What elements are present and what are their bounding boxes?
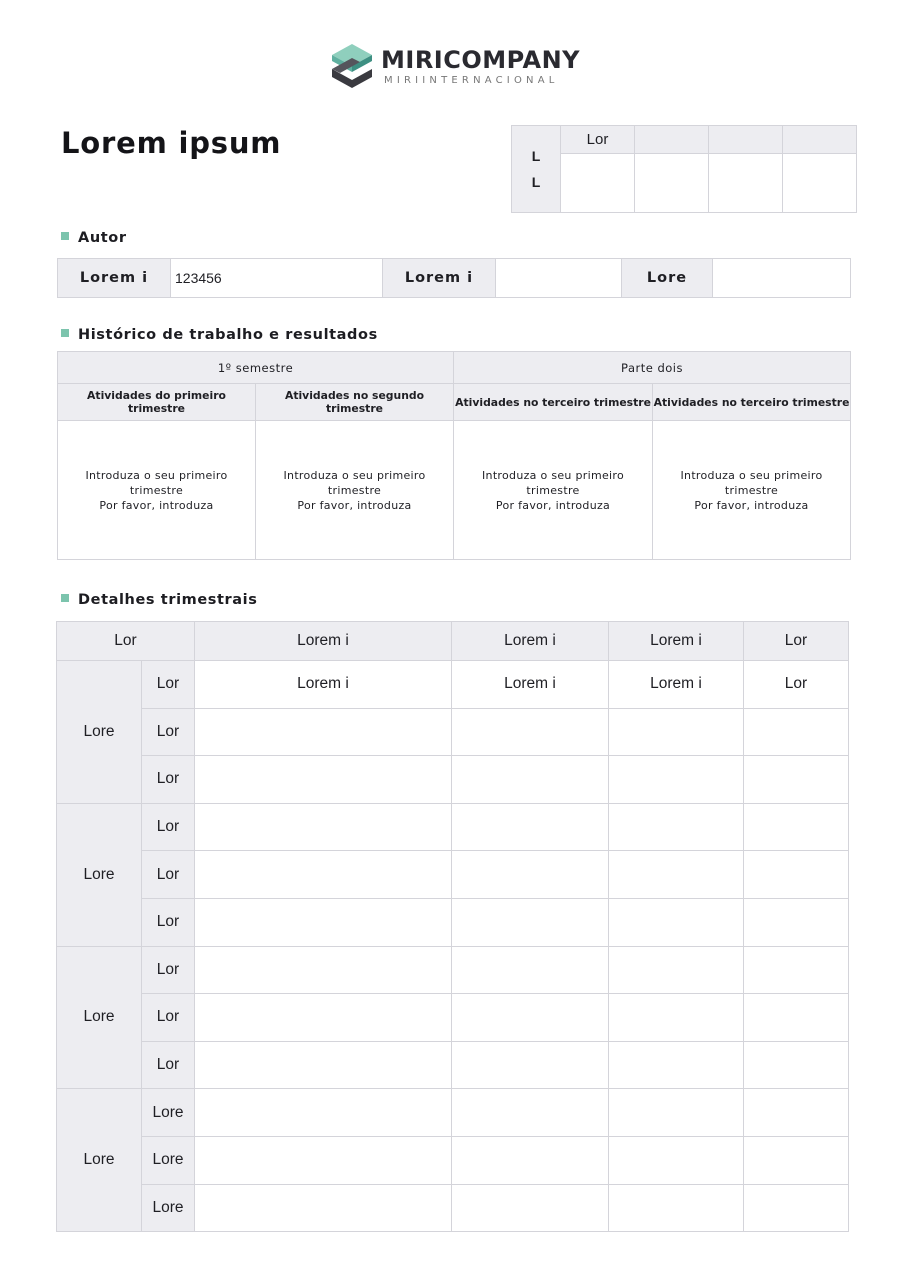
details-row-label: Lore bbox=[142, 1089, 195, 1137]
approval-side-top: L bbox=[531, 148, 541, 164]
details-cell[interactable] bbox=[609, 708, 744, 756]
author-value-1[interactable]: 123456 bbox=[171, 259, 383, 298]
details-cell[interactable] bbox=[452, 708, 609, 756]
details-cell[interactable]: Lorem i bbox=[195, 661, 452, 709]
details-group-label: Lore bbox=[57, 1089, 142, 1232]
history-cell-line1: Introduza o seu primeiro trimestre bbox=[680, 468, 823, 497]
author-value-2[interactable] bbox=[496, 259, 622, 298]
details-cell[interactable] bbox=[744, 946, 849, 994]
history-cell[interactable] bbox=[256, 421, 454, 560]
details-cell[interactable] bbox=[195, 708, 452, 756]
details-cell[interactable] bbox=[744, 851, 849, 899]
details-cell[interactable] bbox=[609, 1184, 744, 1232]
details-cell[interactable] bbox=[744, 1136, 849, 1184]
details-row-label: Lor bbox=[142, 1041, 195, 1089]
details-table bbox=[56, 621, 849, 1232]
details-row-label: Lore bbox=[142, 1136, 195, 1184]
details-cell[interactable] bbox=[452, 898, 609, 946]
history-column-header: Atividades no segundo trimestre bbox=[256, 384, 454, 421]
bullet-square-icon bbox=[61, 594, 69, 602]
details-cell[interactable] bbox=[609, 1089, 744, 1137]
approval-sign-cell[interactable] bbox=[635, 154, 709, 213]
section-author-heading bbox=[61, 230, 127, 246]
details-row-label: Lor bbox=[142, 661, 195, 709]
history-cell[interactable] bbox=[653, 421, 851, 560]
details-cell[interactable] bbox=[195, 803, 452, 851]
history-column-header: Atividades do primeiro trimestre bbox=[58, 384, 256, 421]
details-cell[interactable] bbox=[195, 1136, 452, 1184]
section-history-label: Histórico de trabalho e resultados bbox=[78, 327, 378, 343]
details-group-label: Lore bbox=[57, 946, 142, 1089]
approval-header-empty bbox=[709, 126, 783, 154]
logo-name: MIRICOMPANY bbox=[381, 46, 581, 74]
history-cell[interactable] bbox=[58, 421, 256, 560]
details-header: Lorem i bbox=[195, 622, 452, 661]
details-header: Lor bbox=[744, 622, 849, 661]
history-table bbox=[57, 351, 851, 560]
approval-side-label bbox=[512, 126, 561, 213]
details-row-label: Lore bbox=[142, 1184, 195, 1232]
history-cell-line1: Introduza o seu primeiro trimestre bbox=[85, 468, 228, 497]
history-cell-line2: Por favor, introduza bbox=[99, 498, 214, 512]
details-row-label: Lor bbox=[142, 708, 195, 756]
details-cell[interactable] bbox=[452, 1184, 609, 1232]
history-column-header: Atividades no terceiro trimestre bbox=[454, 384, 653, 421]
approval-sign-cell[interactable] bbox=[783, 154, 857, 213]
details-cell[interactable] bbox=[452, 803, 609, 851]
approval-sign-cell[interactable] bbox=[709, 154, 783, 213]
history-cell-line2: Por favor, introduza bbox=[694, 498, 809, 512]
details-cell[interactable] bbox=[609, 851, 744, 899]
details-cell[interactable] bbox=[452, 994, 609, 1042]
details-cell[interactable] bbox=[195, 851, 452, 899]
section-author-label: Autor bbox=[78, 230, 127, 246]
author-label-2: Lorem i bbox=[383, 259, 496, 298]
history-cell-line2: Por favor, introduza bbox=[297, 498, 412, 512]
details-header: Lorem i bbox=[452, 622, 609, 661]
details-cell[interactable] bbox=[452, 1136, 609, 1184]
details-cell[interactable] bbox=[744, 1184, 849, 1232]
approval-side-bottom: L bbox=[531, 174, 541, 190]
details-cell[interactable] bbox=[609, 946, 744, 994]
history-cell-line1: Introduza o seu primeiro trimestre bbox=[482, 468, 625, 497]
details-cell[interactable] bbox=[744, 803, 849, 851]
cube-logo-icon bbox=[330, 42, 374, 90]
author-label-3: Lore bbox=[622, 259, 713, 298]
approval-sign-cell[interactable] bbox=[561, 154, 635, 213]
details-row-label: Lor bbox=[142, 994, 195, 1042]
details-cell[interactable]: Lorem i bbox=[452, 661, 609, 709]
page-title: Lorem ipsum bbox=[61, 126, 282, 160]
details-cell[interactable] bbox=[609, 994, 744, 1042]
approval-header-empty bbox=[635, 126, 709, 154]
details-cell[interactable] bbox=[452, 1041, 609, 1089]
details-cell[interactable]: Lorem i bbox=[609, 661, 744, 709]
history-cell-line1: Introduza o seu primeiro trimestre bbox=[283, 468, 426, 497]
details-cell[interactable] bbox=[609, 1041, 744, 1089]
bullet-square-icon bbox=[61, 329, 69, 337]
details-row-label: Lor bbox=[142, 946, 195, 994]
details-cell[interactable] bbox=[744, 994, 849, 1042]
details-cell[interactable] bbox=[609, 756, 744, 804]
details-group-label: Lore bbox=[57, 661, 142, 804]
details-cell[interactable]: Lor bbox=[744, 661, 849, 709]
history-column-header: Atividades no terceiro trimestre bbox=[653, 384, 851, 421]
author-table bbox=[57, 258, 851, 298]
details-cell[interactable] bbox=[452, 1089, 609, 1137]
details-cell[interactable] bbox=[452, 946, 609, 994]
details-cell[interactable] bbox=[195, 756, 452, 804]
bullet-square-icon bbox=[61, 232, 69, 240]
details-cell[interactable] bbox=[195, 898, 452, 946]
history-cell-line2: Por favor, introduza bbox=[495, 498, 611, 512]
details-row-label: Lor bbox=[142, 803, 195, 851]
history-cell[interactable] bbox=[454, 421, 653, 560]
details-cell[interactable] bbox=[195, 1041, 452, 1089]
approval-header-empty bbox=[783, 126, 857, 154]
approval-table bbox=[511, 125, 857, 213]
section-details-heading bbox=[61, 592, 258, 608]
logo-subtitle: MIRIINTERNACIONAL bbox=[384, 75, 559, 86]
details-cell[interactable] bbox=[609, 803, 744, 851]
details-cell[interactable] bbox=[744, 756, 849, 804]
details-row-label: Lor bbox=[142, 898, 195, 946]
details-cell[interactable] bbox=[609, 1136, 744, 1184]
details-row-label: Lor bbox=[142, 756, 195, 804]
details-cell[interactable] bbox=[744, 708, 849, 756]
details-group-label: Lore bbox=[57, 803, 142, 946]
history-group-2: Parte dois bbox=[454, 352, 851, 384]
approval-header: Lor bbox=[561, 126, 635, 154]
history-group-1: 1º semestre bbox=[58, 352, 454, 384]
section-history-heading bbox=[61, 327, 378, 343]
details-cell[interactable] bbox=[452, 851, 609, 899]
details-cell[interactable] bbox=[744, 1041, 849, 1089]
details-header: Lorem i bbox=[609, 622, 744, 661]
details-header: Lor bbox=[57, 622, 195, 661]
section-details-label: Detalhes trimestrais bbox=[78, 592, 258, 608]
details-cell[interactable] bbox=[744, 898, 849, 946]
details-cell[interactable] bbox=[195, 1184, 452, 1232]
details-cell[interactable] bbox=[744, 1089, 849, 1137]
details-cell[interactable] bbox=[195, 946, 452, 994]
company-logo bbox=[330, 42, 580, 92]
author-value-3[interactable] bbox=[713, 259, 851, 298]
details-cell[interactable] bbox=[195, 994, 452, 1042]
details-cell[interactable] bbox=[609, 898, 744, 946]
details-cell[interactable] bbox=[195, 1089, 452, 1137]
details-row-label: Lor bbox=[142, 851, 195, 899]
details-cell[interactable] bbox=[452, 756, 609, 804]
author-label-1: Lorem i bbox=[58, 259, 171, 298]
